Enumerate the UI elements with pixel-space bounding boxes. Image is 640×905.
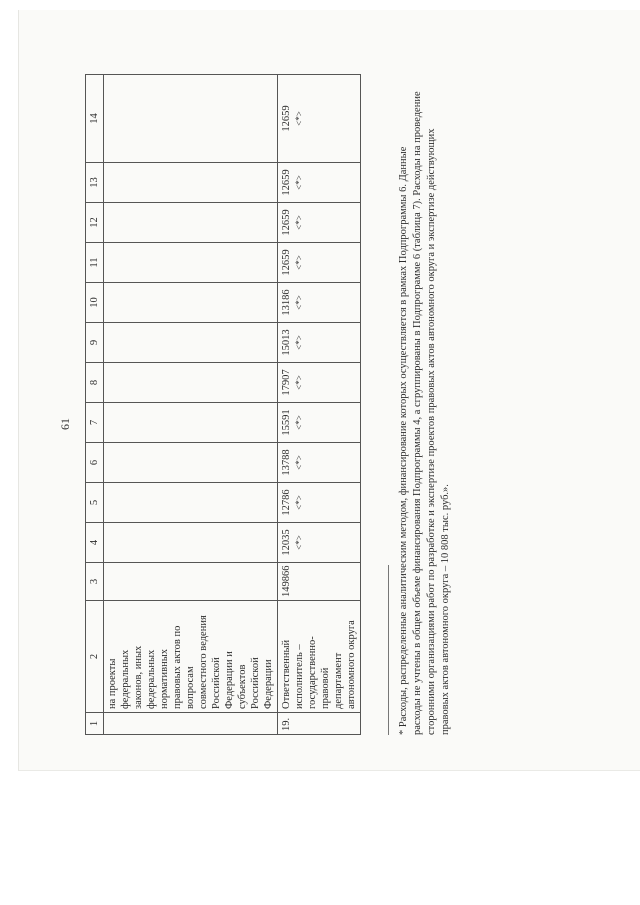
value-cell: 12659 <*>: [278, 243, 361, 283]
value-cell: 15013 <*>: [278, 323, 361, 363]
footnote-line: сторонними организациями работ по разработке и экспертизе проектов правовых актов автономного округа и экспертизе действующих: [426, 128, 437, 735]
value-cell: 15591 <*>: [278, 403, 361, 443]
row-text: Ответственный исполнитель – государственно- правовой департамент автономного округа: [278, 601, 361, 713]
value-cell: 12659 <*>: [278, 75, 361, 163]
header-row: [86, 75, 104, 735]
header-cell: 8: [86, 363, 104, 403]
footnote-divider: [388, 565, 389, 735]
header-cell: 5: [86, 483, 104, 523]
header-cell: 11: [86, 243, 104, 283]
header-cell: 4: [86, 523, 104, 563]
header-cell: 9: [86, 323, 104, 363]
header-cell: 1: [86, 713, 104, 735]
header-cell: 2: [86, 601, 104, 713]
footnote-line: правовых актов автономного округа – 10 808 тыс. руб.».: [440, 484, 451, 735]
financing-table: [85, 74, 361, 735]
page-number: 61: [58, 418, 72, 430]
header-cell: 14: [86, 75, 104, 163]
footnote: [397, 75, 453, 735]
header-cell: 12: [86, 203, 104, 243]
value-cell: 12786 <*>: [278, 483, 361, 523]
header-cell: 7: [86, 403, 104, 443]
header-cell: 13: [86, 163, 104, 203]
value-cell: 12659 <*>: [278, 203, 361, 243]
total-cell: 149866: [278, 563, 361, 601]
value-cell: 13788 <*>: [278, 443, 361, 483]
table-row-continuation: [104, 75, 278, 735]
header-cell: 10: [86, 283, 104, 323]
value-cell: 13186 <*>: [278, 283, 361, 323]
footnote-line: * Расходы, распределенные аналитическим методом, финансирование которых осуществляется в рамках Подпрограммы 6. Данные: [398, 146, 409, 735]
header-cell: 3: [86, 563, 104, 601]
row-number: 19.: [278, 713, 361, 735]
value-cell: 12035 <*>: [278, 523, 361, 563]
table-row-19: [278, 75, 361, 735]
row-text: на проекты федеральных законов, иных федеральных нормативных правовых актов по вопросам совместного ведения Российской Федерации и субъектов Российской Федерации: [104, 601, 278, 713]
value-cell: 17907 <*>: [278, 363, 361, 403]
value-cell: 12659 <*>: [278, 163, 361, 203]
header-cell: 6: [86, 443, 104, 483]
footnote-line: расходы не учтены в общем объеме финансирования Подпрограммы 4, а сгруппированы в Подпрограмме 6 (таблица 7). Расходы на проведение: [412, 91, 423, 735]
rotated-document: [50, 50, 630, 770]
